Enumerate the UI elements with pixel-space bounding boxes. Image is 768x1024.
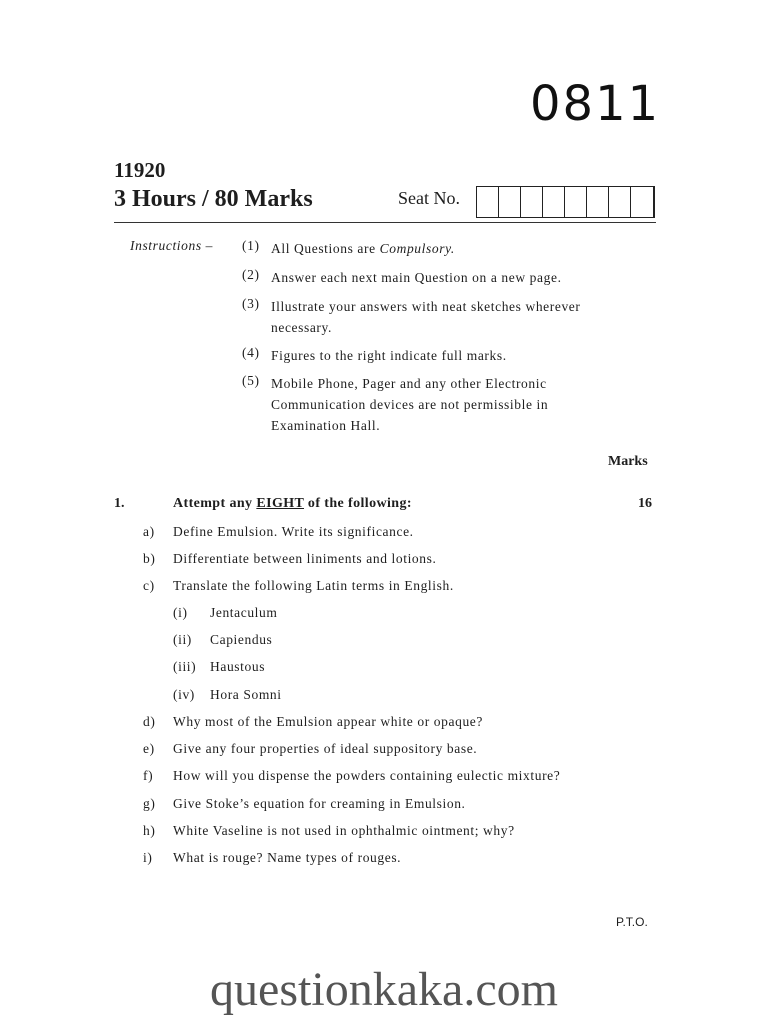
instruction-line: Illustrate your answers with neat sketches wherever xyxy=(271,299,581,314)
instruction-line: Examination Hall. xyxy=(271,418,381,433)
sub-question-label: a) xyxy=(143,524,155,539)
instruction-number: (2) xyxy=(242,267,260,282)
sub-question-text: Differentiate between liniments and lotions. xyxy=(173,551,437,566)
latin-term-label: (ii) xyxy=(173,632,192,647)
sub-question-label: i) xyxy=(143,850,153,865)
seat-no-box xyxy=(587,187,609,217)
latin-term-label: (iii) xyxy=(173,659,197,674)
sub-question-label: d) xyxy=(143,714,156,729)
instruction-text xyxy=(271,345,641,366)
latin-term: Capiendus xyxy=(210,632,273,647)
sub-question-label: e) xyxy=(143,741,155,756)
sub-question-label: b) xyxy=(143,551,156,566)
question-marks: 16 xyxy=(638,496,652,511)
instruction-line: Figures to the right indicate full marks. xyxy=(271,348,507,363)
sub-question-label: h) xyxy=(143,823,156,838)
subject-code: 11920 xyxy=(114,158,166,182)
pto-note: P.T.O. xyxy=(616,915,648,929)
question-title-pre: Attempt any xyxy=(173,496,257,511)
instruction-number: (4) xyxy=(242,345,260,360)
compulsory-emphasis: Compulsory. xyxy=(379,241,455,256)
sub-question-text: White Vaseline is not used in ophthalmic ointment; why? xyxy=(173,823,515,838)
seat-no-box xyxy=(631,187,653,217)
seat-no-box xyxy=(499,187,521,217)
instruction-line: All Questions are Compulsory. xyxy=(271,241,455,256)
duration-marks: 3 Hours / 80 Marks xyxy=(114,186,313,212)
latin-term: Hora Somni xyxy=(210,687,282,702)
seat-no-boxes xyxy=(476,186,655,218)
seat-no-box xyxy=(609,187,631,217)
latin-term: Jentaculum xyxy=(210,605,278,620)
sub-question-text: Translate the following Latin terms in English. xyxy=(173,578,454,593)
question-title xyxy=(173,496,412,512)
instruction-number: (5) xyxy=(242,373,260,388)
header-divider xyxy=(114,222,656,223)
sub-question-text: What is rouge? Name types of rouges. xyxy=(173,850,402,865)
seat-no-box xyxy=(543,187,565,217)
seat-no-box xyxy=(565,187,587,217)
question-title-emphasis: EIGHT xyxy=(256,496,305,511)
instruction-line: necessary. xyxy=(271,320,332,335)
marks-column-header: Marks xyxy=(608,454,648,469)
seat-no-box xyxy=(521,187,543,217)
sub-question-text: Why most of the Emulsion appear white or opaque? xyxy=(173,714,483,729)
instruction-line: Communication devices are not permissible in xyxy=(271,397,549,412)
paper-code: 0811 xyxy=(530,76,661,132)
instructions-label: Instructions – xyxy=(130,238,214,253)
question-number: 1. xyxy=(114,496,125,511)
sub-question-text: Give Stoke’s equation for creaming in Emulsion. xyxy=(173,796,466,811)
instruction-line: Answer each next main Question on a new page. xyxy=(271,270,562,285)
instruction-text xyxy=(271,238,641,259)
latin-term-label: (i) xyxy=(173,605,188,620)
sub-question-label: c) xyxy=(143,578,155,593)
latin-term-label: (iv) xyxy=(173,687,195,702)
sub-question-text: Give any four properties of ideal suppository base. xyxy=(173,741,478,756)
question-title-post: of the following: xyxy=(304,496,412,511)
sub-question-label: f) xyxy=(143,768,154,783)
sub-question-text: How will you dispense the powders containing eulectic mixture? xyxy=(173,768,561,783)
sub-question-text: Define Emulsion. Write its significance. xyxy=(173,524,414,539)
sub-question-label: g) xyxy=(143,796,156,811)
seat-no-box xyxy=(477,187,499,217)
instruction-number: (1) xyxy=(242,238,260,253)
instruction-text xyxy=(271,296,641,338)
instruction-text xyxy=(271,373,641,436)
instruction-text xyxy=(271,267,641,288)
instruction-line: Mobile Phone, Pager and any other Electronic xyxy=(271,376,547,391)
instruction-number: (3) xyxy=(242,296,260,311)
latin-term: Haustous xyxy=(210,659,266,674)
watermark: questionkaka.com xyxy=(210,963,558,1016)
seat-no-label: Seat No. xyxy=(398,188,460,208)
